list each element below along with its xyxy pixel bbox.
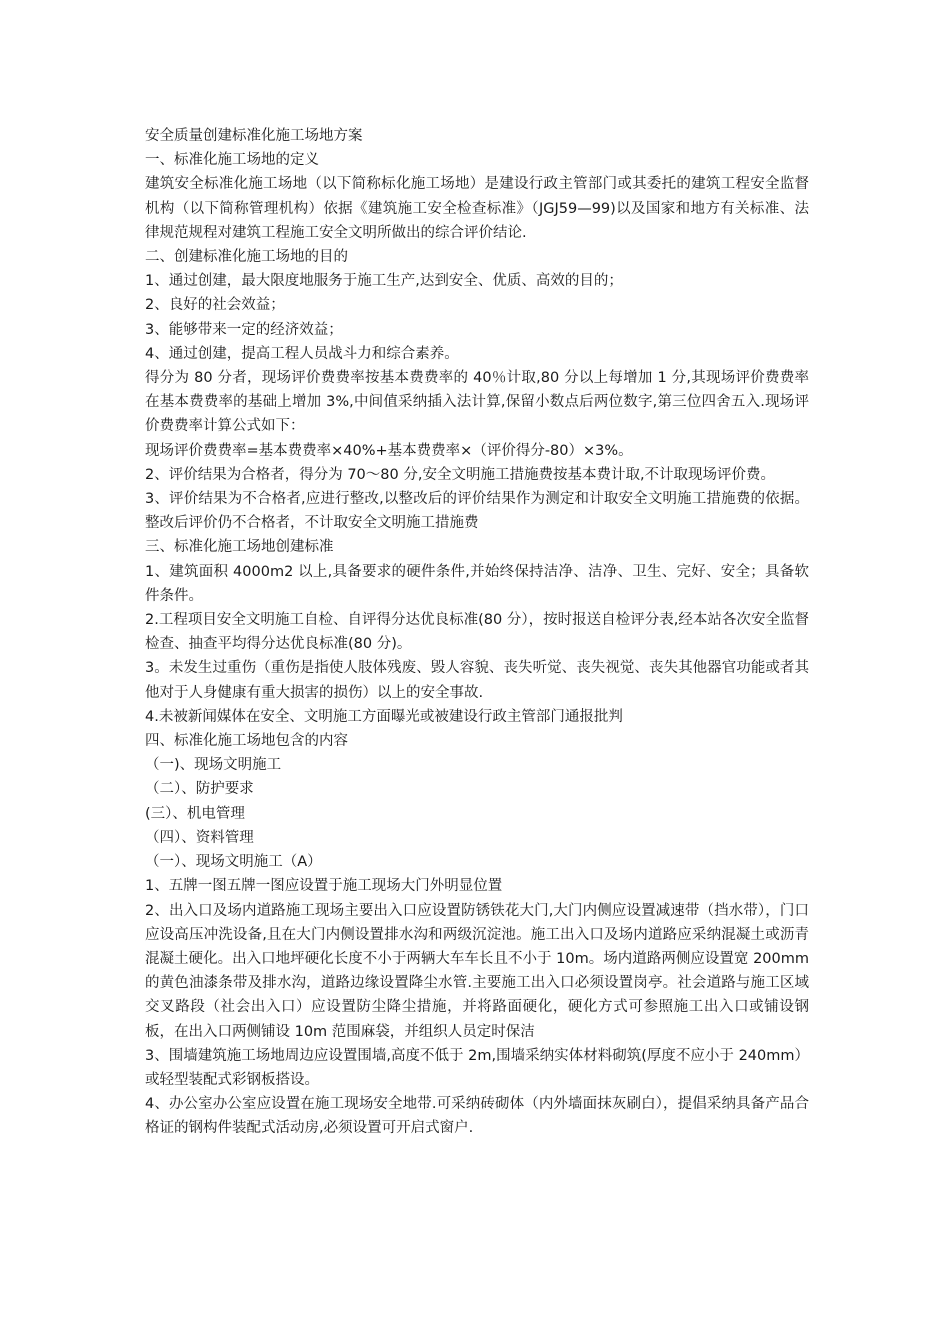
document-title: 安全质量创建标准化施工场地方案 [145, 128, 363, 144]
list-item: 2、出入口及场内道路施工现场主要出入口应设置防锈铁花大门,大门内侧应设置减速带（挡水带），门口应设高压冲洗设备,且在大门内侧设置排水沟和两级沉淀池。施工出入口及场内道路应采纳混凝土或沥青混凝土硬化。出入口地坪硬化长度不小于两辆大车车长且不小于 10m。场内道路两侧应设置宽 200mm 的黄色油漆条带及排水沟，道路边缘设置降尘水管.主要施工出入口必须设置岗亭。社会道路与施工区域交叉路段（社会出入口）应设置防尘降尘措施，并将路面硬化，硬化方式可参照施工出入口或铺设钢板，在出入口两侧铺设 10m 范围麻袋，并组织人员定时保洁 [145, 902, 809, 1040]
list-item: 1、通过创建，最大限度地服务于施工生产,达到安全、优质、高效的目的； [145, 273, 623, 290]
list-item: 1、五牌一图五牌一图应设置于施工现场大门外明显位置 [145, 878, 503, 895]
paragraph: 得分为 80 分者，现场评价费费率按基本费费率的 40％计取,80 分以上每增加 1 分,其现场评价费费率在基本费费率的基础上增加 3%,中间值采纳插入法计算,保留小数点后两位数字,第三位四舍五入.现场评价费费率计算公式如下： [145, 370, 809, 435]
subsection-item: （四）、资料管理 [145, 829, 254, 846]
list-item: 2、良好的社会效益； [145, 297, 285, 314]
section-heading-2: 二、创建标准化施工场地的目的 [145, 249, 348, 266]
list-item: 4.未被新闻媒体在安全、文明施工方面曝光或被建设行政主管部门通报批判 [145, 708, 623, 725]
subsection-item: （二）、防护要求 [145, 781, 254, 798]
list-item: 3、能够带来一定的经济效益； [145, 321, 343, 338]
subsection-item: (三）、机电管理 [145, 805, 245, 822]
document-body [145, 124, 809, 1141]
list-item: 3、围墙建筑施工场地周边应设置围墙,高度不低于 2m,围墙采纳实体材料砌筑(厚度不应小于 240mm）或轻型装配式彩钢板搭设。 [145, 1047, 809, 1088]
list-item: 4、办公室办公室应设置在施工现场安全地带.可采纳砖砌体（内外墙面抹灰刷白），提倡采纳具备产品合格证的钢构件装配式活动房,必须设置可开启式窗户. [145, 1096, 809, 1137]
list-item: 3、评价结果为不合格者,应进行整改,以整改后的评价结果作为测定和计取安全文明施工措施费的依据。整改后评价仍不合格者，不计取安全文明施工措施费 [145, 491, 809, 532]
list-item: 2、评价结果为合格者，得分为 70～80 分,安全文明施工措施费按基本费计取,不计取现场评价费。 [145, 466, 776, 483]
section-heading-3: 三、标准化施工场地创建标准 [145, 539, 334, 556]
formula-line: 现场评价费费率=基本费费率×40%+基本费费率×（评价得分-80）×3%。 [145, 442, 633, 459]
section-heading-4: 四、标准化施工场地包含的内容 [145, 733, 348, 750]
list-item: 2.工程项目安全文明施工自检、自评得分达优良标准(80 分），按时报送自检评分表,经本站各次安全监督检查、抽查平均得分达优良标准(80 分)。 [145, 612, 809, 653]
subsection-heading: （一）、现场文明施工（A） [145, 854, 322, 871]
list-item: 3。未发生过重伤（重伤是指使人肢体残废、毁人容貌、丧失听觉、丧失视觉、丧失其他器官功能或者其他对于人身健康有重大损害的损伤）以上的安全事故. [145, 660, 809, 701]
section-heading-1: 一、标准化施工场地的定义 [145, 152, 319, 169]
list-item: 4、通过创建，提高工程人员战斗力和综合素养。 [145, 345, 459, 362]
paragraph: 建筑安全标准化施工场地（以下简称标化施工场地）是建设行政主管部门或其委托的建筑工程安全监督机构（以下简称管理机构）依据《建筑施工安全检查标准》（JGJ59—99)以及国家和地方有关标准、法律规范规程对建筑工程施工安全文明所做出的综合评价结论. [145, 176, 809, 241]
list-item: 1、建筑面积 4000m2 以上,具备要求的硬件条件,并始终保持洁净、洁净、卫生、完好、安全；具备软件条件。 [145, 563, 809, 604]
subsection-item: （一)、现场文明施工 [145, 757, 282, 774]
